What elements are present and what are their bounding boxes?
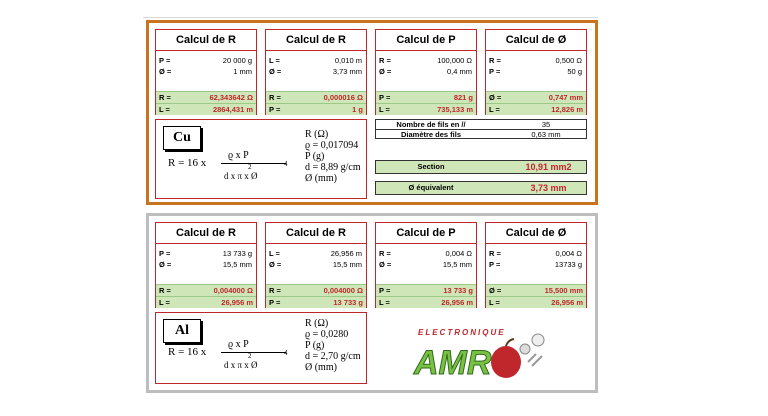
input-row[interactable] — [158, 259, 254, 270]
legend-d: d = 2,70 g/cm — [305, 351, 361, 362]
result-row — [376, 91, 476, 103]
formula-exp-2: 2 — [248, 352, 252, 360]
cu-equiv-box — [375, 181, 587, 195]
result-value: 15,500 mm — [544, 286, 583, 295]
al-card-calcul-r-2 — [265, 222, 367, 308]
input-value[interactable]: 0,500 Ω — [555, 56, 582, 65]
input-value[interactable]: 15,5 mm — [332, 260, 362, 269]
result-row — [376, 284, 476, 296]
section-label: Section — [417, 162, 445, 171]
input-label: P = — [489, 67, 501, 76]
cu-card-calcul-r-1 — [155, 29, 257, 115]
card-title: Calcul de P — [376, 30, 476, 51]
result-row — [486, 103, 586, 115]
result-value: 26,956 m — [441, 298, 473, 307]
result-label: L = — [379, 298, 390, 307]
al-card-calcul-diam — [485, 222, 587, 308]
formula-numerator: ϱ x P — [228, 150, 249, 161]
input-row[interactable] — [268, 66, 364, 77]
input-value[interactable]: 15,5 mm — [222, 260, 252, 269]
result-value: 12,826 m — [551, 105, 583, 114]
info-row-diametre — [376, 130, 586, 139]
input-row[interactable] — [158, 55, 254, 66]
input-row[interactable] — [378, 66, 474, 77]
info-label: Nombre de fils en // — [396, 120, 466, 129]
legend-d: d = 8,89 g/cm — [305, 162, 361, 173]
input-row[interactable] — [268, 248, 364, 259]
card-title: Calcul de R — [266, 223, 366, 244]
input-value[interactable]: 100,000 Ω — [437, 56, 472, 65]
result-row — [486, 91, 586, 103]
input-value[interactable]: 26,956 m — [330, 249, 362, 258]
card-title: Calcul de R — [156, 30, 256, 51]
result-row — [376, 103, 476, 115]
result-label: L = — [159, 298, 170, 307]
formula-lhs: R = 16 x — [168, 346, 207, 358]
result-row — [486, 296, 586, 308]
formula-exp-2: 2 — [248, 163, 252, 171]
legend-r: R (Ω) — [305, 318, 329, 329]
result-value: 0,004000 Ω — [213, 286, 253, 295]
logo-main-text: AMR — [414, 344, 492, 382]
gear-icon — [520, 344, 530, 354]
result-label: P = — [269, 105, 281, 114]
info-value[interactable]: 0,63 mm — [531, 130, 561, 139]
input-row[interactable] — [378, 55, 474, 66]
result-label: P = — [379, 286, 391, 295]
legend-rho: ϱ = 0,0280 — [305, 329, 349, 340]
result-value: 1 g — [352, 105, 363, 114]
input-label: L = — [269, 56, 280, 65]
result-label: R = — [269, 93, 281, 102]
legend-p: P (g) — [305, 340, 325, 351]
result-label: L = — [159, 105, 170, 114]
result-value: 735,133 m — [437, 105, 473, 114]
result-row — [486, 284, 586, 296]
result-row — [266, 103, 366, 115]
cu-section-box — [375, 160, 587, 174]
input-label: Ø = — [269, 67, 282, 76]
result-label: R = — [159, 286, 171, 295]
legend-rho: ϱ = 0,017094 — [305, 140, 359, 151]
result-row — [266, 296, 366, 308]
result-row — [266, 91, 366, 103]
info-row-fils — [376, 120, 586, 130]
result-label: R = — [159, 93, 171, 102]
fraction-bar — [221, 163, 286, 164]
input-value[interactable]: 20 000 g — [222, 56, 252, 65]
formula-lhs: R = 16 x — [168, 157, 207, 169]
legend-p: P (g) — [305, 151, 325, 162]
result-row — [156, 296, 256, 308]
input-row[interactable] — [378, 259, 474, 270]
result-value: 26,956 m — [221, 298, 253, 307]
input-label: R = — [379, 56, 391, 65]
result-label: Ø = — [489, 286, 502, 295]
metal-badge: Cu — [163, 126, 201, 150]
result-value: 2864,431 m — [212, 105, 253, 114]
legend-r: R (Ω) — [305, 129, 329, 140]
result-value: 26,956 m — [551, 298, 583, 307]
al-card-calcul-r-1 — [155, 222, 257, 308]
top-divider — [143, 17, 598, 18]
cu-wire-info — [375, 119, 587, 139]
input-row[interactable] — [488, 66, 584, 77]
input-row[interactable] — [488, 55, 584, 66]
input-value[interactable]: 0,004 Ω — [555, 249, 582, 258]
input-row[interactable] — [488, 259, 584, 270]
gear-icon — [532, 334, 544, 346]
info-value[interactable]: 35 — [541, 120, 551, 129]
legend-diam: Ø (mm) — [305, 362, 337, 373]
result-row — [156, 91, 256, 103]
result-row — [376, 296, 476, 308]
formula-exp-4: 4 — [284, 160, 288, 168]
result-value: 13 733 g — [443, 286, 473, 295]
result-label: L = — [489, 298, 500, 307]
card-title: Calcul de Ø — [486, 223, 586, 244]
cu-card-calcul-r-2 — [265, 29, 367, 115]
input-value[interactable]: 1 mm — [233, 67, 252, 76]
card-title: Calcul de P — [376, 223, 476, 244]
cu-formula-box — [155, 119, 367, 199]
formula-denominator: d x π x Ø — [224, 171, 258, 181]
formula-exp-4: 4 — [284, 349, 288, 357]
result-label: R = — [269, 286, 281, 295]
input-value[interactable]: 0,010 m — [334, 56, 362, 65]
input-row[interactable] — [268, 259, 364, 270]
section-value: 10,91 mm2 — [525, 162, 572, 172]
fraction-bar — [221, 352, 286, 353]
input-label: Ø = — [379, 260, 392, 269]
input-value[interactable]: 0,4 mm — [446, 67, 472, 76]
al-card-calcul-p — [375, 222, 477, 308]
result-row — [266, 284, 366, 296]
cu-card-calcul-diam — [485, 29, 587, 115]
info-label: Diamètre des fils — [400, 130, 462, 139]
input-value[interactable]: 13 733 g — [222, 249, 252, 258]
input-row[interactable] — [158, 66, 254, 77]
result-label: Ø = — [489, 93, 502, 102]
result-value: 0,747 mm — [548, 93, 583, 102]
input-label: R = — [489, 56, 501, 65]
logo-top-text: ELECTRONIQUE — [418, 328, 506, 337]
apple-icon — [491, 346, 521, 378]
result-label: L = — [379, 105, 390, 114]
amr-logo — [410, 322, 590, 390]
result-row — [156, 103, 256, 115]
result-value: 0,004000 Ω — [323, 286, 363, 295]
equiv-value: 3,73 mm — [530, 183, 567, 193]
card-title: Calcul de R — [156, 223, 256, 244]
input-label: Ø = — [159, 260, 172, 269]
legend-diam: Ø (mm) — [305, 173, 337, 184]
input-value[interactable]: 15,5 mm — [442, 260, 472, 269]
apple-stem-icon — [506, 339, 514, 346]
cu-card-calcul-p — [375, 29, 477, 115]
input-label: P = — [159, 56, 171, 65]
formula-numerator: ϱ x P — [228, 339, 249, 350]
metal-badge: Al — [163, 319, 201, 343]
result-value: 62,343642 Ω — [209, 93, 253, 102]
card-title: Calcul de Ø — [486, 30, 586, 51]
input-value[interactable]: 0,004 Ω — [445, 249, 472, 258]
input-label: Ø = — [269, 260, 282, 269]
input-row[interactable] — [268, 55, 364, 66]
input-label: L = — [269, 249, 280, 258]
input-label: Ø = — [379, 67, 392, 76]
al-formula-box — [155, 312, 367, 384]
result-value: 13 733 g — [333, 298, 363, 307]
input-row[interactable] — [158, 248, 254, 259]
input-value[interactable]: 3,73 mm — [332, 67, 362, 76]
input-row[interactable] — [488, 248, 584, 259]
input-value[interactable]: 50 g — [567, 67, 582, 76]
result-label: P = — [269, 298, 281, 307]
equiv-label: Ø équivalent — [408, 183, 454, 192]
formula-denominator: d x π x Ø — [224, 360, 258, 370]
input-label: P = — [489, 260, 501, 269]
result-value: 821 g — [453, 93, 473, 102]
input-row[interactable] — [378, 248, 474, 259]
card-title: Calcul de R — [266, 30, 366, 51]
input-label: R = — [379, 249, 391, 258]
probe-icon — [528, 354, 542, 366]
input-label: Ø = — [159, 67, 172, 76]
result-label: L = — [489, 105, 500, 114]
input-value[interactable]: 13733 g — [554, 260, 582, 269]
input-label: R = — [489, 249, 501, 258]
result-row — [156, 284, 256, 296]
copper-panel — [146, 20, 598, 205]
result-value: 0,000016 Ω — [323, 93, 363, 102]
result-label: P = — [379, 93, 391, 102]
input-label: P = — [159, 249, 171, 258]
